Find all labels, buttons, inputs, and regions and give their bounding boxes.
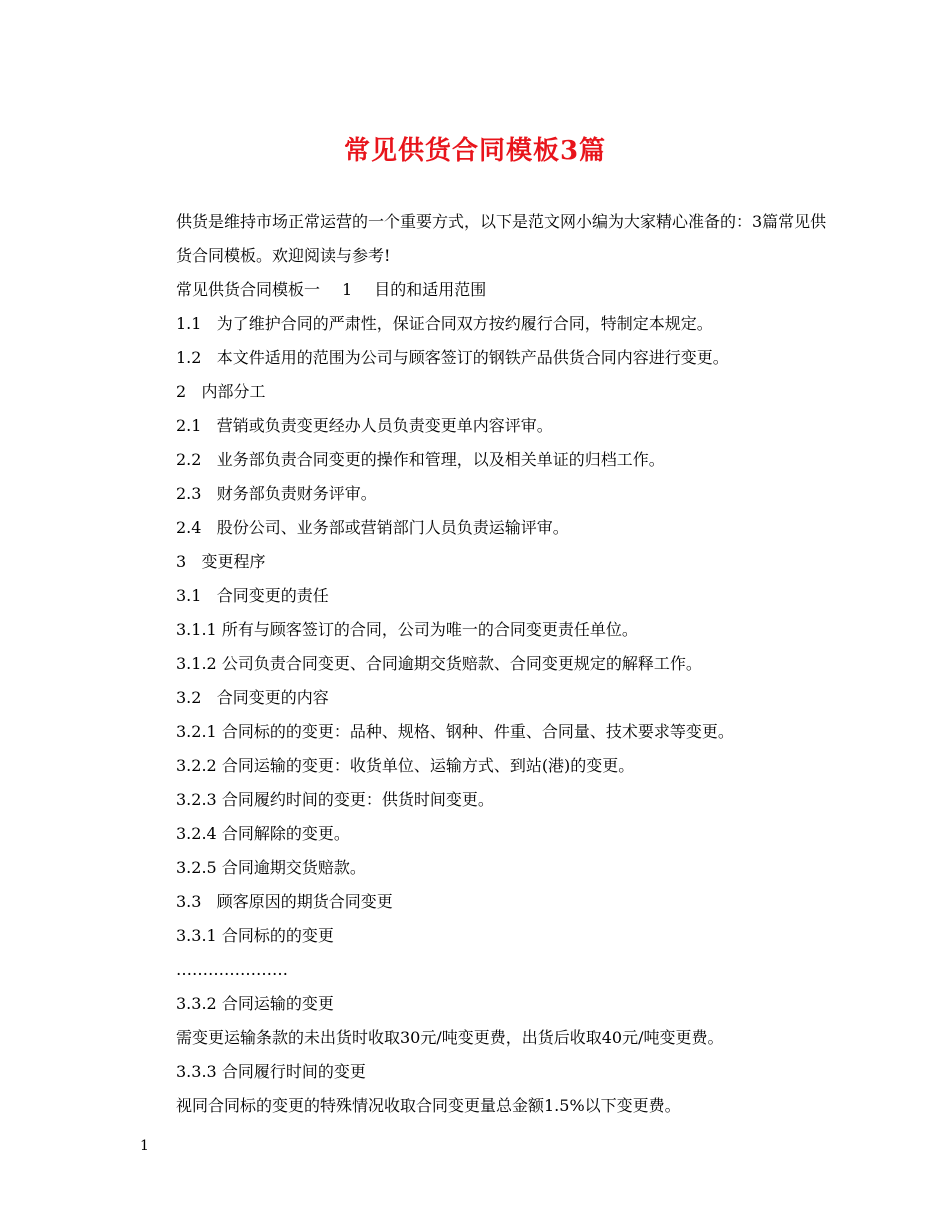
clause-number: 3.3	[176, 892, 202, 911]
section-heading-number: 1	[342, 280, 353, 299]
clause-text: 合同逾期交货赔款。	[221, 858, 366, 877]
clause-line	[140, 579, 830, 613]
clause-number: 3.2.4	[176, 824, 217, 843]
clause-line	[140, 749, 830, 783]
clause-text: 业务部负责合同变更的操作和管理，以及相关单证的归档工作。	[216, 450, 665, 469]
clause-number: 2	[176, 382, 187, 401]
clause-number: 1.1	[176, 314, 202, 333]
clause-text: 财务部负责财务评审。	[216, 484, 377, 503]
clause-line	[140, 885, 830, 919]
clause-line	[140, 1021, 830, 1055]
clause-text: 合同履行时间的变更	[221, 1062, 366, 1081]
clause-number: 3.2.1	[176, 722, 217, 741]
clause-line	[140, 409, 830, 443]
clause-text: 合同变更的内容	[216, 688, 329, 707]
clause-number: 3.3.2	[176, 994, 217, 1013]
section-heading-label: 目的和适用范围	[374, 280, 487, 299]
clause-text: 合同标的的变更	[221, 926, 334, 945]
clause-number: 1.2	[176, 348, 202, 367]
section-heading-name: 常见供货合同模板一	[176, 280, 321, 299]
clause-text: 合同标的的变更：品种、规格、钢种、件重、合同量、技术要求等变更。	[221, 722, 734, 741]
clause-number: 3.2	[176, 688, 202, 707]
clause-line	[140, 341, 830, 375]
clause-text: 合同运输的变更	[221, 994, 334, 1013]
clause-text: 顾客原因的期货合同变更	[216, 892, 393, 911]
clause-text: 所有与顾客签订的合同，公司为唯一的合同变更责任单位。	[221, 620, 638, 639]
clause-line	[140, 715, 830, 749]
clause-number: 3.1.2	[176, 654, 217, 673]
clause-text: 为了维护合同的严肃性，保证合同双方按约履行合同，特制定本规定。	[216, 314, 713, 333]
clause-text: 合同解除的变更。	[221, 824, 350, 843]
clause-line	[140, 1089, 830, 1123]
clause-line	[140, 851, 830, 885]
clause-list	[140, 307, 830, 953]
clause-number: 3.3.3	[176, 1062, 217, 1081]
page-number: 1	[140, 1138, 149, 1154]
clause-number: 3	[176, 552, 187, 571]
clause-text: 合同履约时间的变更：供货时间变更。	[221, 790, 494, 809]
clause-text: 股份公司、业务部或营销部门人员负责运输评审。	[216, 518, 569, 537]
clause-text: 需变更运输条款的未出货时收取30元/吨变更费，出货后收取40元/吨变更费。	[176, 1028, 724, 1047]
ellipsis-line: …………………	[176, 960, 288, 979]
clause-line	[140, 375, 830, 409]
clause-line	[140, 987, 830, 1021]
clause-number: 3.1.1	[176, 620, 217, 639]
clause-number: 2.4	[176, 518, 202, 537]
intro-paragraph: 供货是维持市场正常运营的一个重要方式，以下是范文网小编为大家精心准备的：3篇常见供货合同模板。欢迎阅读与参考!	[176, 212, 827, 265]
clause-line	[140, 307, 830, 341]
clause-number: 2.2	[176, 450, 202, 469]
clause-number: 2.1	[176, 416, 202, 435]
clause-text: 本文件适用的范围为公司与顾客签订的钢铁产品供货合同内容进行变更。	[216, 348, 729, 367]
clause-text: 营销或负责变更经办人员负责变更单内容评审。	[216, 416, 553, 435]
clause-text: 变更程序	[201, 552, 266, 571]
clause-number: 3.2.5	[176, 858, 217, 877]
clause-text: 合同变更的责任	[216, 586, 329, 605]
clause-line	[140, 443, 830, 477]
clause-line	[140, 545, 830, 579]
clause-number: 3.1	[176, 586, 202, 605]
clause-line	[140, 817, 830, 851]
clause-line	[140, 647, 830, 681]
document-body	[140, 205, 830, 1123]
clause-text: 公司负责合同变更、合同逾期交货赔款、合同变更规定的解释工作。	[221, 654, 702, 673]
clause-number: 3.3.1	[176, 926, 217, 945]
document-title: 常见供货合同模板3篇	[343, 136, 607, 166]
clause-line	[140, 783, 830, 817]
clause-text: 视同合同标的变更的特殊情况收取合同变更量总金额1.5%以下变更费。	[176, 1096, 681, 1115]
clause-line	[140, 1055, 830, 1089]
clause-line	[140, 511, 830, 545]
clause-number: 2.3	[176, 484, 202, 503]
clause-line	[140, 613, 830, 647]
clause-text: 合同运输的变更：收货单位、运输方式、到站(港)的变更。	[221, 756, 635, 775]
clause-line	[140, 681, 830, 715]
clause-text: 内部分工	[201, 382, 266, 401]
clause-line	[140, 919, 830, 953]
clause-number: 3.2.2	[176, 756, 217, 775]
section-heading	[140, 273, 830, 307]
clause-number: 3.2.3	[176, 790, 217, 809]
clause-list-continued	[140, 987, 830, 1123]
clause-line	[140, 477, 830, 511]
